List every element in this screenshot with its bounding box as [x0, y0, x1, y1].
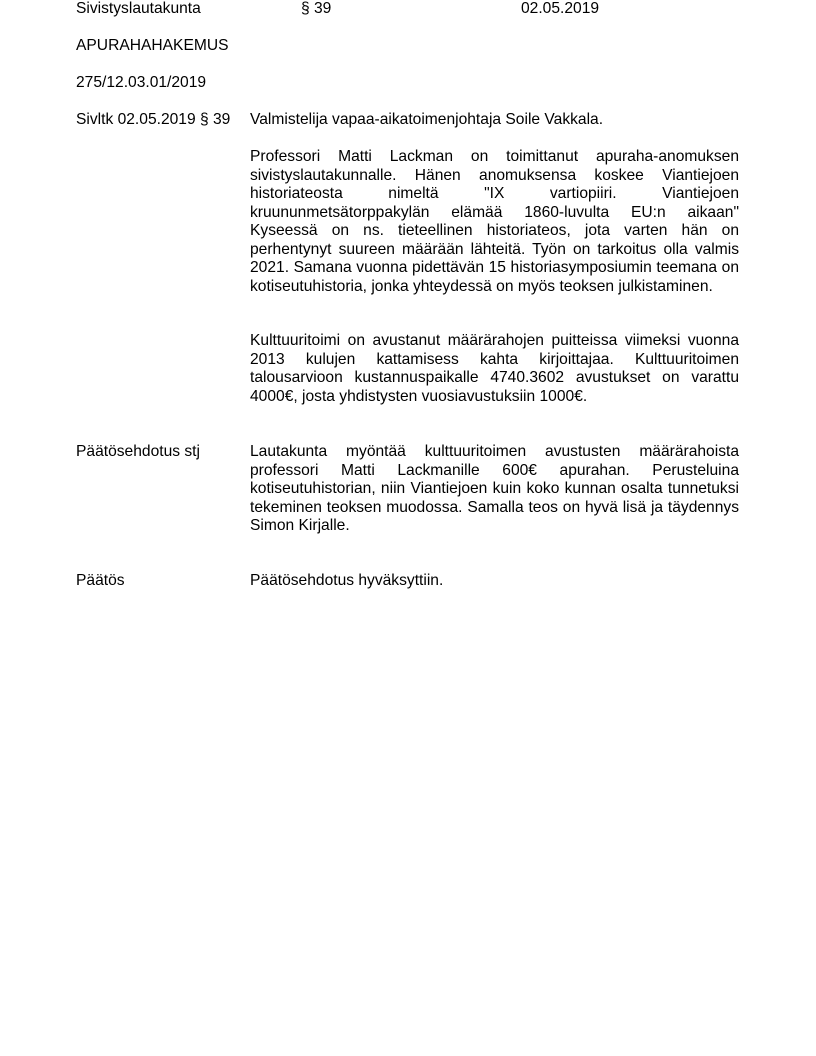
- body-paragraph-1: [250, 148, 739, 296]
- proposal-paragraph: [250, 443, 739, 536]
- paragraph-text: Lautakunta myöntää kulttuuritoimen avustusten määrärahoista professori Matti Lackmanille 600€ apurahan. Perusteluina kotiseutuhistorian, niin Viantiejoen kuin koko kunnan osalta tunnetuksi tekeminen teoksen muodossa. Samalla teos on hyvä lisä ja täydennys Simon Kirjalle.: [250, 443, 739, 534]
- proposal-label: Päätösehdotus stj: [76, 443, 200, 460]
- record-number: 275/12.03.01/2019: [76, 74, 207, 91]
- decision-text: Päätösehdotus hyväksyttiin.: [250, 572, 444, 589]
- paragraph-text: Kulttuuritoimi on avustanut määrärahojen puitteissa viimeksi vuonna 2013 kulujen kattamisess kahta kirjoittajaa. Kulttuuritoimen talousarvioon kustannuspaikalle 4740.3602 avustukset on varattu 4000€, josta yhdistysten vuosiavustuksiin 1000€.: [250, 332, 739, 405]
- preparer-line: Valmistelija vapaa-aikatoimenjohtaja Soile Vakkala.: [250, 111, 604, 128]
- paragraph-text: Professori Matti Lackman on toimittanut apuraha-anomuksen sivistyslautakunnalle. Hänen anomuksensa koskee Viantiejoen historiateosta nimeltä "IX vartiopiiri. Viantiejoen kruununmetsätorppakylän elämää 1860-luvulta EU:n aikaan" Kyseessä on ns. tieteellinen historiateos, jota varten hän on perhentynyt suureen määrään lähteitä. Työn on tarkoitus olla valmis 2021. Samana vuonna pidettävän 15 historiasymposiumin teemana on kotiseutuhistoria, jonka yhteydessä on myös teoksen julkistaminen.: [250, 148, 739, 295]
- header-section: § 39: [301, 0, 332, 17]
- header-committee: Sivistyslautakunta: [76, 0, 201, 17]
- document-title: APURAHAHAKEMUS: [76, 37, 229, 54]
- header-date: 02.05.2019: [521, 0, 600, 17]
- body-paragraph-2: [250, 332, 739, 406]
- meeting-reference: Sivltk 02.05.2019 § 39: [76, 111, 231, 128]
- decision-label: Päätös: [76, 572, 125, 589]
